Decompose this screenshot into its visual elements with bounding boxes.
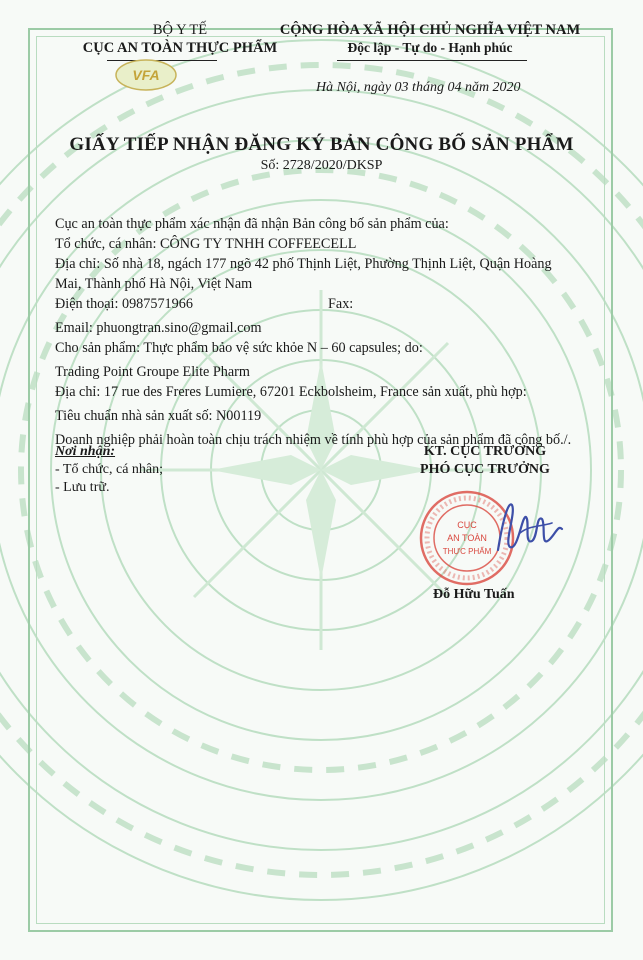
email-line: Email: phuongtran.sino@gmail.com — [55, 320, 262, 336]
signer-title-2: PHÓ CỤC TRƯỞNG — [420, 462, 550, 477]
organization-line: Tổ chức, cá nhân: CÔNG TY TNHH COFFEECELL — [55, 236, 357, 252]
address-line-2: Mai, Thành phố Hà Nội, Việt Nam — [55, 276, 253, 292]
responsibility-line: Doanh nghiệp phải hoàn toàn chịu trách nhiệm về tính phù hợp của sản phẩm đã công bố./. — [55, 432, 572, 448]
document-body — [55, 214, 615, 450]
signer-name: Đỗ Hữu Tuấn — [433, 587, 515, 602]
vfa-logo — [113, 58, 179, 92]
maker-address-line: Địa chỉ: 17 rue des Freres Lumiere, 67201 Eckbolsheim, France sản xuất, phù hợp: — [55, 384, 527, 400]
document-number: Số: 2728/2020/DKSP — [260, 158, 383, 173]
country-name: CỘNG HÒA XÃ HỘI CHỦ NGHĨA VIỆT NAM — [279, 22, 581, 38]
intro-line: Cục an toàn thực phẩm xác nhận đã nhận Bản công bố sản phẩm của: — [55, 216, 449, 232]
address-line-1: Địa chỉ: Số nhà 18, ngách 177 ngõ 42 phố Thịnh Liệt, Phường Thịnh Liệt, Quận Hoàng — [55, 256, 552, 272]
ministry-name: BỘ Y TẾ — [152, 22, 208, 38]
document-title: GIẤY TIẾP NHẬN ĐĂNG KÝ BẢN CÔNG BỐ SẢN PHẨM — [69, 134, 574, 155]
issue-date: Hà Nội, ngày 03 tháng 04 năm 2020 — [316, 80, 521, 95]
maker-line: Trading Point Groupe Elite Pharm — [55, 364, 250, 380]
logo-text: VFA — [132, 67, 160, 83]
standard-line: Tiêu chuẩn nhà sản xuất số: N00119 — [55, 408, 262, 424]
recipients-block — [55, 443, 163, 497]
national-motto: Độc lập - Tự do - Hạnh phúc — [347, 40, 513, 55]
phone-text: Điện thoại: 0987571966 — [55, 296, 193, 312]
signature-title — [400, 443, 570, 479]
handwritten-signature — [490, 495, 565, 560]
stamp-text-1: CỤC — [457, 520, 477, 530]
contact-line — [55, 294, 615, 314]
agency-name: CỤC AN TOÀN THỰC PHẨM — [82, 40, 278, 56]
recipient-item: - Lưu trữ. — [55, 480, 110, 495]
signer-title-1: KT. CỤC TRƯỞNG — [423, 444, 547, 459]
stamp-text-2: AN TOÀN — [447, 533, 487, 543]
motto-underline — [337, 60, 527, 61]
recipient-item: - Tổ chức, cá nhân; — [55, 462, 164, 477]
recipients-label: Nơi nhận: — [55, 444, 116, 459]
stamp-text-3: THỰC PHẨM — [442, 547, 492, 556]
product-line: Cho sản phẩm: Thực phẩm bảo vệ sức khỏe N – 60 capsules; do: — [55, 340, 423, 356]
fax-text: Fax: — [328, 296, 354, 312]
